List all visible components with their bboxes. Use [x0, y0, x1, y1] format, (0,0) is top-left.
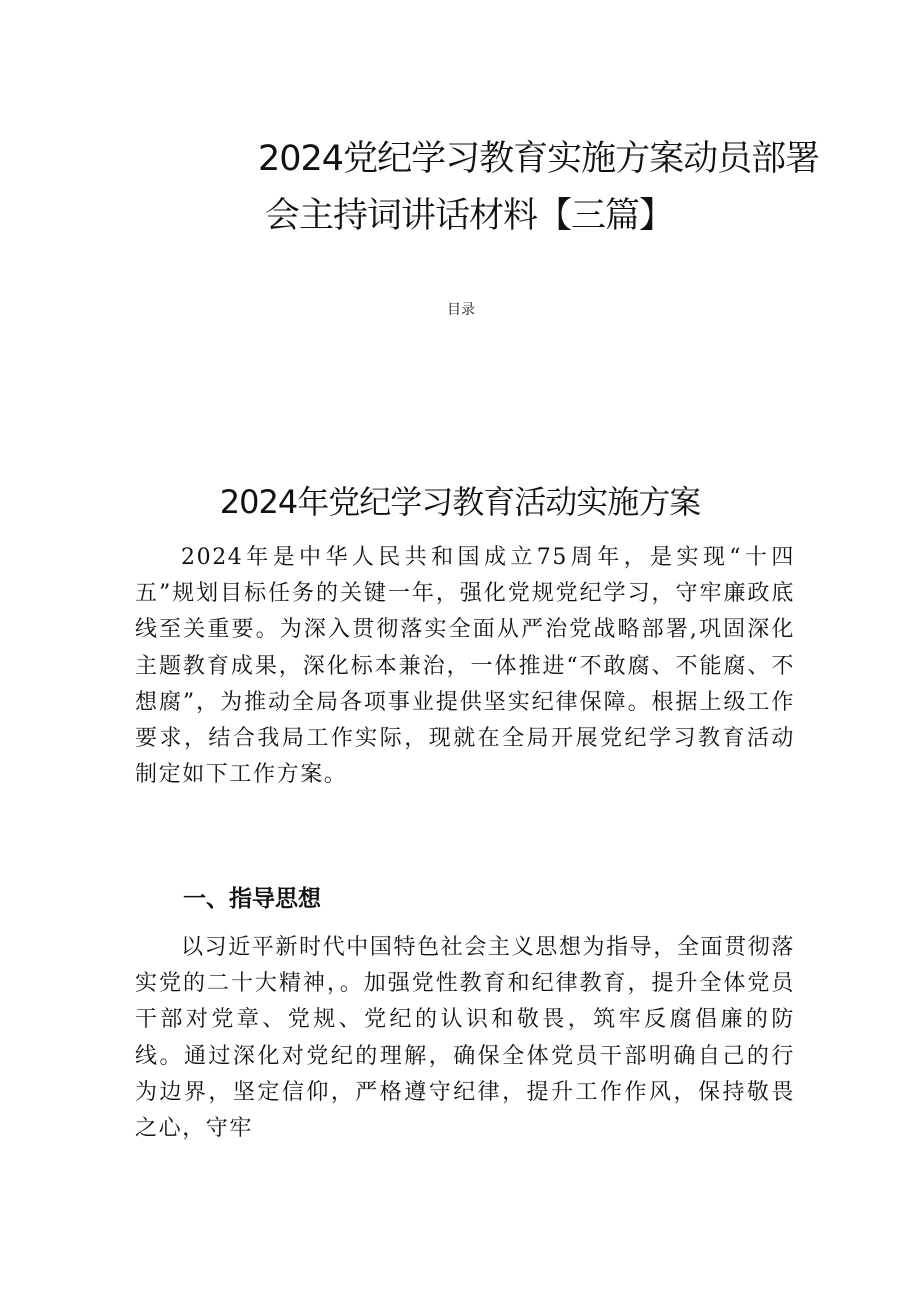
cover-title-line-1: 2024党纪学习教育实施方案动员部署 — [258, 139, 820, 179]
article-title: 2024年党纪学习教育活动实施方案 — [219, 483, 701, 521]
cover-title-line-2: 会主持词讲话材料【三篇】 — [265, 196, 674, 236]
toc-label: 目录 — [447, 302, 475, 318]
body-paragraph-2: 以习近平新时代中国特色社会主义思想为指导，全面贯彻落实党的二十大精神，。加强党性教育和纪律教育，提升全体党员干部对党章、党规、党纪的认识和敬畏，筑牢反腐倡廉的防线。通过深化对党纪的理解，确保全体党员干部明确自己的行为边界，坚定信仰，严格遵守纪律，提升工作作风，保持敬畏之心，守牢 — [135, 935, 795, 1142]
body-paragraph-1: 2024年是中华人民共和国成立75周年，是实现“十四五”规划目标任务的关键一年，强化党规党纪学习，守牢廉政底线至关重要。为深入贯彻落实全面从严治党战略部署,巩固深化主题教育成果，深化标本兼治，一体推进“不敢腐、不能腐、不想腐”，为推动全局各项事业提供坚实纪律保障。根据上级工作要求，结合我局工作实际，现就在全局开展党纪学习教育活动制定如下工作方案。 — [135, 545, 795, 788]
section-heading-guiding-ideology: 一、指导思想 — [183, 886, 321, 912]
